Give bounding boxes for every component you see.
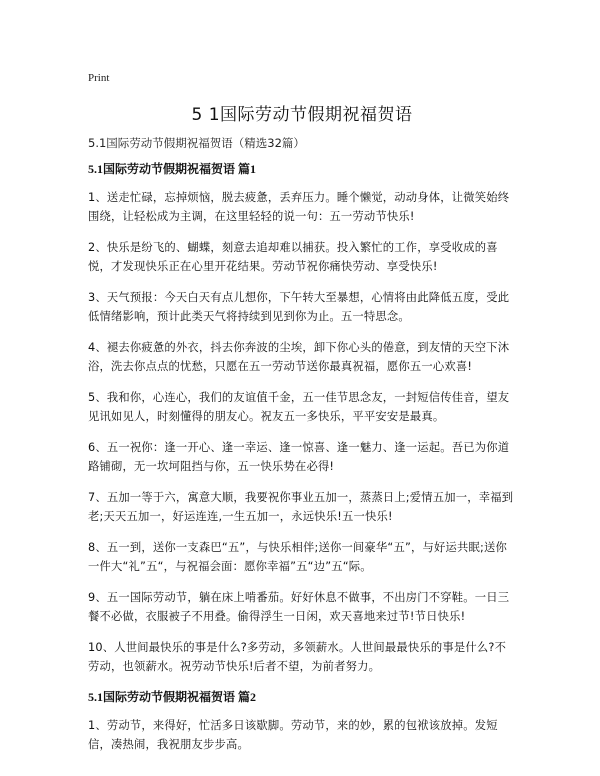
paragraph: 7、五加一等于六，寓意大顺，我要祝你事业五加一，蒸蒸日上;爱情五加一，幸福到老;天天五加一，好运连连,一生五加一，永远快乐!五一快乐! — [88, 491, 514, 523]
paragraph: 3、天气预报：今天白天有点儿想你，下午转大至暴想，心情将由此降低五度，受此低情绪影响，预计此类天气将持续到见到你为止。五一特思念。 — [88, 291, 510, 323]
paragraph: 6、五一祝你：逢一开心、逢一幸运、逢一惊喜、逢一魅力、逢一运起。吾已为你道路铺砌，无一坎坷阻挡与你，五一快乐势在必得! — [88, 441, 510, 473]
paragraph: 9、五一国际劳动节，躺在床上啃番茄。好好休息不做事，不出房门不穿鞋。一日三餐不必做，衣服被子不用叠。偷得浮生一日闲，欢天喜地来过节!节日快乐! — [88, 591, 510, 623]
paragraph: 4、褪去你疲惫的外衣，抖去你奔波的尘埃，卸下你心头的倦意，到友情的天空下沐浴，洗去你点点的忧愁，只愿在五一劳动节送你最真祝福，愿你五一心欢喜! — [88, 341, 510, 373]
section-heading: 5.1国际劳动节假期祝福贺语 篇1 — [88, 162, 257, 176]
article-content — [88, 160, 516, 766]
page-subtitle: 5.1国际劳动节假期祝福贺语（精选32篇） — [88, 136, 305, 150]
paragraph: 1、劳动节，来得好，忙活多日该歇脚。劳动节，来的妙，累的包袱该放掉。发短信，凑热闹，我祝朋友步步高。 — [88, 719, 498, 751]
section-1 — [88, 160, 516, 676]
page-title: 5 1国际劳动节假期祝福贺语 — [191, 105, 413, 125]
paragraph: 10、人世间最快乐的事是什么?多劳动，多领薪水。人世间最最快乐的事是什么?不劳动，也领薪水。祝劳动节快乐!后者不望，为前者努力。 — [88, 641, 507, 673]
paragraph: 5、我和你，心连心，我们的友谊值千金，五一佳节思念友，一封短信传佳音，望友见讯如见人，时刻懂得的朋友心。祝友五一多快乐，平平安安是最真。 — [88, 391, 510, 423]
section-2 — [88, 688, 516, 754]
section-heading: 5.1国际劳动节假期祝福贺语 篇2 — [88, 690, 257, 704]
paragraph: 1、送走忙碌，忘掉烦恼，脱去疲惫，丢弃压力。睡个懒觉，动动身体，让微笑始终围绕，让轻松成为主调，在这里轻轻的说一句：五一劳动节快乐! — [88, 191, 510, 223]
print-link[interactable]: Print — [88, 72, 110, 84]
paragraph: 8、五一到，送你一支森巴“五”，与快乐相伴;送你一间豪华“五”，与好运共眠;送你一件大“礼”五“，与祝福会面：愿你幸福”五“边”五“际。 — [88, 541, 508, 573]
paragraph: 2、快乐是纷飞的、蝴蝶，刻意去追却难以捕获。投入繁忙的工作，享受收成的喜悦，才发现快乐正在心里开花结果。劳动节祝你痛快劳动、享受快乐! — [88, 241, 498, 273]
